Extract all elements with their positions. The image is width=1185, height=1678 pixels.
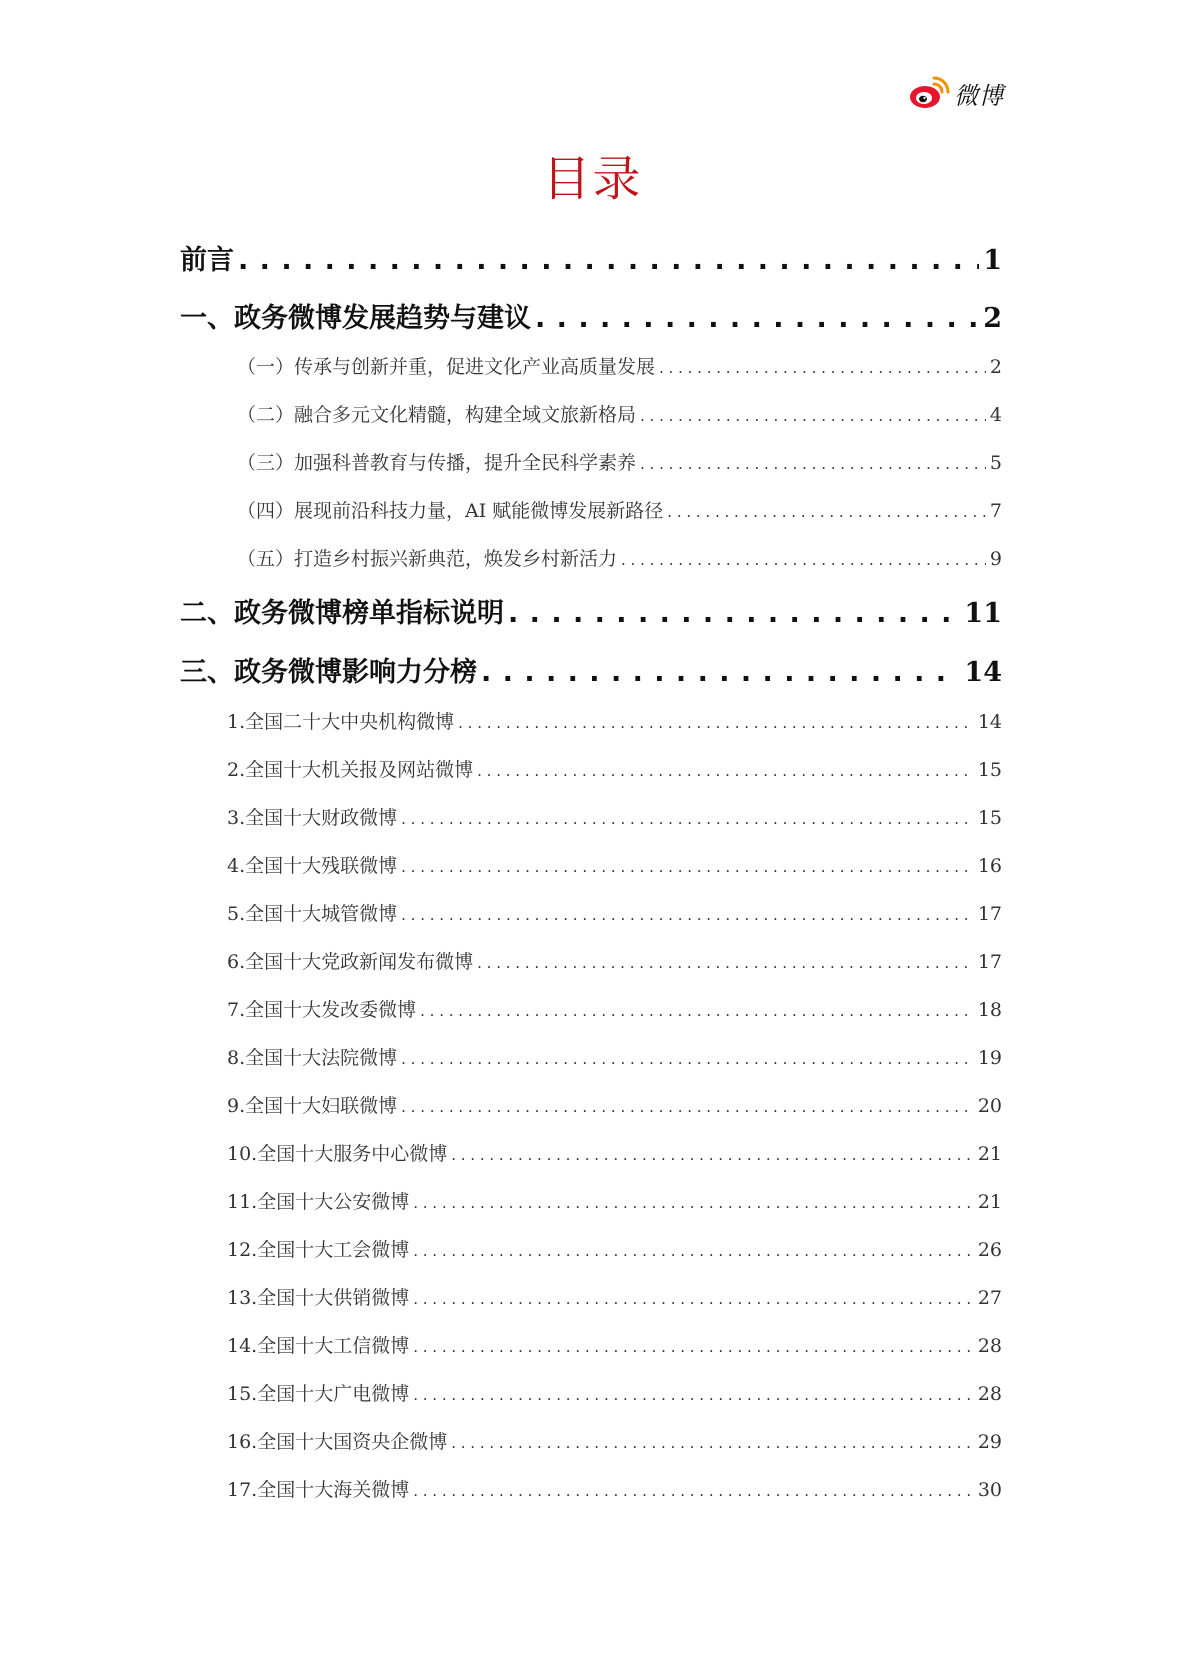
toc-page-number: 1 bbox=[983, 245, 1002, 276]
toc-page-number: 9 bbox=[989, 548, 1002, 570]
toc-label: 16.全国十大国资央企微博 bbox=[227, 1431, 448, 1453]
dot-leader bbox=[401, 858, 974, 876]
toc-label: 3.全国十大财政微博 bbox=[227, 807, 398, 829]
dot-leader bbox=[477, 954, 974, 972]
weibo-logo-icon bbox=[908, 75, 950, 111]
dot-leader bbox=[667, 503, 986, 521]
toc-entry-list-6[interactable] bbox=[227, 947, 1002, 974]
toc-page-number: 27 bbox=[977, 1287, 1002, 1309]
dot-leader bbox=[481, 657, 960, 688]
dot-leader bbox=[401, 1050, 974, 1068]
toc-entry-list-2[interactable] bbox=[227, 755, 1002, 782]
toc-entry-preface[interactable] bbox=[180, 238, 1002, 277]
toc-page-number: 21 bbox=[977, 1143, 1002, 1165]
toc-label: 6.全国十大党政新闻发布微博 bbox=[227, 951, 474, 973]
toc-entry-list-10[interactable] bbox=[227, 1139, 1002, 1166]
toc-entry-list-15[interactable] bbox=[227, 1379, 1002, 1406]
toc-page-number: 14 bbox=[964, 657, 1002, 688]
toc-page-number: 2 bbox=[989, 356, 1002, 378]
toc-label: 三、政务微博影响力分榜 bbox=[180, 657, 477, 688]
toc-entry-list-4[interactable] bbox=[227, 851, 1002, 878]
dot-leader bbox=[451, 1146, 974, 1164]
toc-label: （三）加强科普教育与传播，提升全民科学素养 bbox=[237, 452, 637, 474]
toc-page-number: 14 bbox=[977, 711, 1002, 733]
toc-entry-list-8[interactable] bbox=[227, 1043, 1002, 1070]
toc-entry-subsection-3[interactable] bbox=[237, 448, 1002, 475]
toc-page-number: 15 bbox=[977, 759, 1002, 781]
toc-label: 14.全国十大工信微博 bbox=[227, 1335, 410, 1357]
toc-label: 2.全国十大机关报及网站微博 bbox=[227, 759, 474, 781]
dot-leader bbox=[508, 598, 960, 629]
dot-leader bbox=[401, 810, 974, 828]
dot-leader bbox=[420, 1002, 974, 1020]
toc-page-number: 15 bbox=[977, 807, 1002, 829]
dot-leader bbox=[413, 1482, 974, 1500]
toc-entry-list-16[interactable] bbox=[227, 1427, 1002, 1454]
toc-entry-subsection-4[interactable] bbox=[237, 496, 1002, 523]
dot-leader bbox=[413, 1386, 974, 1404]
toc-page-number: 21 bbox=[977, 1191, 1002, 1213]
toc-page-number: 7 bbox=[989, 500, 1002, 522]
dot-leader bbox=[238, 245, 979, 276]
toc-label: 一、政务微博发展趋势与建议 bbox=[180, 303, 531, 334]
toc-entry-list-11[interactable] bbox=[227, 1187, 1002, 1214]
toc-label: 前言 bbox=[180, 245, 234, 276]
dot-leader bbox=[413, 1242, 974, 1260]
page-title: 目录 bbox=[542, 151, 643, 207]
toc-page-number: 2 bbox=[983, 303, 1002, 334]
toc-entry-list-9[interactable] bbox=[227, 1091, 1002, 1118]
dot-leader bbox=[477, 762, 974, 780]
toc-entry-list-17[interactable] bbox=[227, 1475, 1002, 1502]
toc-entry-list-5[interactable] bbox=[227, 899, 1002, 926]
dot-leader bbox=[535, 303, 979, 334]
toc-page-number: 16 bbox=[977, 855, 1002, 877]
toc-entry-list-14[interactable] bbox=[227, 1331, 1002, 1358]
dot-leader bbox=[621, 551, 986, 569]
toc-label: 5.全国十大城管微博 bbox=[227, 903, 398, 925]
toc-label: 11.全国十大公安微博 bbox=[227, 1191, 410, 1213]
toc-page-number: 28 bbox=[977, 1383, 1002, 1405]
toc-page-number: 17 bbox=[977, 951, 1002, 973]
toc-page-number: 5 bbox=[989, 452, 1002, 474]
toc-label: 17.全国十大海关微博 bbox=[227, 1479, 410, 1501]
dot-leader bbox=[413, 1194, 974, 1212]
toc-page-number: 30 bbox=[977, 1479, 1002, 1501]
toc-label: 10.全国十大服务中心微博 bbox=[227, 1143, 448, 1165]
dot-leader bbox=[659, 359, 986, 377]
toc-label: 4.全国十大残联微博 bbox=[227, 855, 398, 877]
dot-leader bbox=[458, 714, 974, 732]
dot-leader bbox=[640, 455, 986, 473]
toc-page-number: 18 bbox=[977, 999, 1002, 1021]
toc-page-number: 26 bbox=[977, 1239, 1002, 1261]
toc-label: 二、政务微博榜单指标说明 bbox=[180, 598, 504, 629]
toc-entry-list-7[interactable] bbox=[227, 995, 1002, 1022]
dot-leader bbox=[413, 1290, 974, 1308]
dot-leader bbox=[451, 1434, 974, 1452]
toc-label: 8.全国十大法院微博 bbox=[227, 1047, 398, 1069]
toc-label: 15.全国十大广电微博 bbox=[227, 1383, 410, 1405]
toc-entry-subsection-1[interactable] bbox=[237, 352, 1002, 379]
toc-page-number: 20 bbox=[977, 1095, 1002, 1117]
toc-entry-list-13[interactable] bbox=[227, 1283, 1002, 1310]
toc-page-number: 28 bbox=[977, 1335, 1002, 1357]
toc-entry-subsection-2[interactable] bbox=[237, 400, 1002, 427]
toc-page-number: 11 bbox=[964, 598, 1002, 629]
toc-page-number: 17 bbox=[977, 903, 1002, 925]
dot-leader bbox=[401, 906, 974, 924]
dot-leader bbox=[640, 407, 986, 425]
toc-page-number: 19 bbox=[977, 1047, 1002, 1069]
toc-entry-list-12[interactable] bbox=[227, 1235, 1002, 1262]
toc-label: （四）展现前沿科技力量，AI 赋能微博发展新路径 bbox=[237, 500, 664, 522]
toc-label: （二）融合多元文化精髓，构建全域文旅新格局 bbox=[237, 404, 637, 426]
toc-entry-section-2[interactable] bbox=[180, 591, 1002, 630]
toc-label: 13.全国十大供销微博 bbox=[227, 1287, 410, 1309]
toc-label: 1.全国二十大中央机构微博 bbox=[227, 711, 455, 733]
toc-entry-section-3[interactable] bbox=[180, 650, 1002, 689]
dot-leader bbox=[413, 1338, 974, 1356]
toc-page-number: 29 bbox=[977, 1431, 1002, 1453]
toc-label: 9.全国十大妇联微博 bbox=[227, 1095, 398, 1117]
toc-entry-list-1[interactable] bbox=[227, 707, 1002, 734]
toc-label: （五）打造乡村振兴新典范，焕发乡村新活力 bbox=[237, 548, 618, 570]
toc-label: 12.全国十大工会微博 bbox=[227, 1239, 410, 1261]
toc-entry-list-3[interactable] bbox=[227, 803, 1002, 830]
toc-label: 7.全国十大发改委微博 bbox=[227, 999, 417, 1021]
toc-label: （一）传承与创新并重，促进文化产业高质量发展 bbox=[237, 356, 656, 378]
logo-text: 微博 bbox=[954, 81, 1004, 110]
toc-entry-subsection-5[interactable] bbox=[237, 544, 1002, 571]
dot-leader bbox=[401, 1098, 974, 1116]
toc-page-number: 4 bbox=[989, 404, 1002, 426]
weibo-logo bbox=[908, 72, 1004, 114]
toc-entry-section-1[interactable] bbox=[180, 296, 1002, 335]
